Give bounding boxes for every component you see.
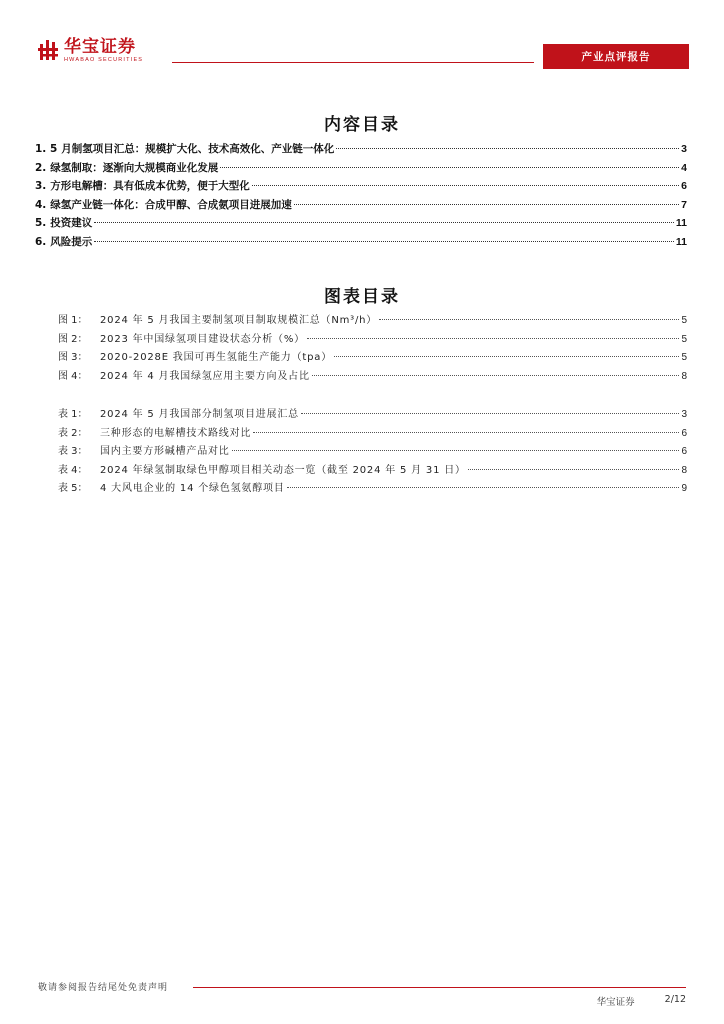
figure-entry-title: 2020-2028E 我国可再生氢能生产能力（tpa） bbox=[100, 352, 332, 364]
dot-leader bbox=[287, 487, 680, 488]
figure-entry-page: 5 bbox=[681, 352, 687, 364]
figure-entry[interactable] bbox=[58, 330, 687, 349]
toc-entry[interactable] bbox=[35, 197, 687, 216]
toc-entry[interactable] bbox=[35, 234, 687, 253]
table-entry-label: 表 4： bbox=[58, 464, 88, 476]
dot-leader bbox=[336, 148, 679, 149]
table-entry[interactable] bbox=[58, 405, 687, 424]
toc-entry-title: 方形电解槽：具有低成本优势，便于大型化 bbox=[50, 180, 250, 193]
toc-entry-number: 3. bbox=[35, 180, 47, 193]
dot-leader bbox=[253, 432, 679, 433]
toc-entry-title: 绿氢产业链一体化：合成甲醇、合成氨项目进展加速 bbox=[50, 198, 292, 211]
figure-entry[interactable] bbox=[58, 311, 687, 330]
figures-title: 图表目录 bbox=[324, 287, 400, 307]
logo-english-name: HWABAO SECURITIES bbox=[64, 57, 144, 63]
figure-entry[interactable] bbox=[58, 348, 687, 367]
dot-leader bbox=[468, 469, 680, 470]
table-entry-page: 8 bbox=[681, 464, 687, 476]
toc-entry-page: 11 bbox=[675, 217, 687, 230]
table-entry[interactable] bbox=[58, 479, 687, 498]
dot-leader bbox=[94, 241, 674, 242]
dot-leader bbox=[312, 375, 680, 376]
dot-leader bbox=[301, 413, 679, 414]
figure-entry-label: 图 3： bbox=[58, 352, 88, 364]
logo-chinese-name: 华宝证券 bbox=[64, 37, 136, 57]
table-entry-title: 国内主要方形碱槽产品对比 bbox=[100, 446, 230, 458]
figure-entry-title: 2023 年中国绿氢项目建设状态分析（%） bbox=[100, 333, 305, 345]
table-list bbox=[58, 405, 687, 498]
table-of-contents bbox=[35, 141, 687, 253]
toc-entry-page: 11 bbox=[675, 235, 687, 248]
table-entry[interactable] bbox=[58, 461, 687, 480]
contents-title: 内容目录 bbox=[324, 115, 400, 135]
disclaimer-note: 敬请参阅报告结尾处免责声明 bbox=[38, 983, 169, 993]
table-entry[interactable] bbox=[58, 442, 687, 461]
page-number: 2/12 bbox=[664, 994, 686, 1005]
toc-entry[interactable] bbox=[35, 160, 687, 179]
toc-entry[interactable] bbox=[35, 178, 687, 197]
toc-entry-page: 3 bbox=[681, 143, 687, 155]
figure-list bbox=[58, 311, 687, 385]
toc-entry-number: 2. bbox=[35, 161, 47, 174]
dot-leader bbox=[294, 204, 679, 205]
toc-entry-number: 6. bbox=[35, 235, 47, 248]
footer-company: 华宝证券 bbox=[596, 997, 635, 1008]
dot-leader bbox=[334, 356, 679, 357]
footer-divider bbox=[193, 987, 686, 988]
table-entry[interactable] bbox=[58, 424, 687, 443]
dot-leader bbox=[232, 450, 680, 451]
table-entry-page: 6 bbox=[681, 446, 687, 458]
logo-mark-icon bbox=[38, 38, 60, 62]
figure-entry-page: 5 bbox=[681, 315, 687, 326]
toc-entry-number: 1. 5 bbox=[35, 143, 58, 155]
toc-entry[interactable] bbox=[35, 141, 687, 160]
figure-entry-label: 图 1： bbox=[58, 315, 88, 326]
table-entry-page: 6 bbox=[681, 427, 687, 439]
table-entry-page: 9 bbox=[681, 483, 687, 495]
table-entry-label: 表 2： bbox=[58, 427, 88, 439]
toc-entry-page: 4 bbox=[681, 161, 687, 174]
header-divider bbox=[172, 62, 534, 63]
toc-entry-number: 5. bbox=[35, 217, 47, 230]
table-entry-page: 3 bbox=[681, 409, 687, 420]
table-entry-title: 2024 年 5 月我国部分制氢项目进展汇总 bbox=[100, 409, 299, 420]
table-entry-title: 4 大风电企业的 14 个绿色氢氨醇项目 bbox=[100, 483, 285, 495]
toc-entry-number: 4. bbox=[35, 198, 47, 211]
toc-entry-page: 6 bbox=[681, 180, 687, 193]
figure-entry-label: 图 2： bbox=[58, 333, 88, 345]
table-entry-label: 表 3： bbox=[58, 446, 88, 458]
dot-leader bbox=[307, 338, 680, 339]
table-entry-title: 三种形态的电解槽技术路线对比 bbox=[100, 427, 252, 439]
figure-entry-page: 8 bbox=[681, 370, 687, 382]
dot-leader bbox=[252, 185, 679, 186]
table-entry-label: 表 1： bbox=[58, 409, 88, 420]
toc-entry-title: 风险提示 bbox=[50, 235, 93, 248]
figure-entry[interactable] bbox=[58, 367, 687, 386]
dot-leader bbox=[379, 319, 679, 320]
figure-entry-page: 5 bbox=[681, 333, 687, 345]
table-entry-title: 2024 年绿氢制取绿色甲醇项目相关动态一览（截至 2024 年 5 月 31 日） bbox=[100, 464, 466, 476]
toc-entry-title: 月制氢项目汇总：规模扩大化、技术高效化、产业链一体化 bbox=[61, 143, 335, 155]
table-entry-label: 表 5： bbox=[58, 483, 88, 495]
toc-entry-page: 7 bbox=[681, 198, 687, 211]
report-type-badge: 产业点评报告 bbox=[543, 44, 689, 69]
dot-leader bbox=[94, 222, 674, 223]
company-logo bbox=[38, 38, 168, 68]
figure-entry-title: 2024 年 5 月我国主要制氢项目制取规模汇总（Nm³/h） bbox=[100, 315, 378, 326]
dot-leader bbox=[220, 167, 679, 168]
footer-info bbox=[597, 994, 686, 1008]
figure-entry-title: 2024 年 4 月我国绿氢应用主要方向及占比 bbox=[100, 370, 310, 382]
toc-entry-title: 绿氢制取：逐渐向大规模商业化发展 bbox=[50, 161, 219, 174]
figure-entry-label: 图 4： bbox=[58, 370, 88, 382]
toc-entry-title: 投资建议 bbox=[50, 217, 93, 230]
toc-entry[interactable] bbox=[35, 215, 687, 234]
